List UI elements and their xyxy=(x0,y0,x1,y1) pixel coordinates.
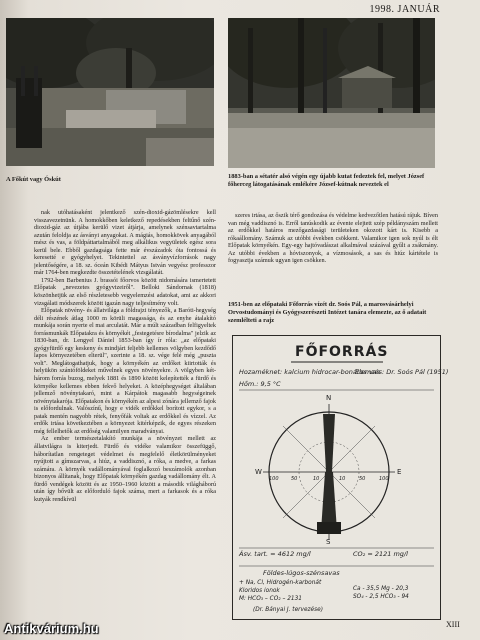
compass-w: W xyxy=(255,468,262,476)
board-ions-4: Ca - 35,5 Mg - 20,3 xyxy=(353,586,409,592)
paragraph: nak utóhatásaként jelentkező szén-dioxid-gázömlésekre kell visszavezetnünk. A homokkőben keletkező repedésekben feltűnő szén-dioxid-gáz az útjába kerülő vizet átjárja, amelynek szénsavtartalma azután feloldja az ásványi anyagokat. A mágiás, homokkövek anyagából mész és vas, a földpáttartalmából meg alkálikus vegyületek egész sora kerül bele. Ebből gazdagsága fette már évszázadok óta fontossá és keresetté e gyógyhelyet. Tekintettel az ásványvízforrások nagy jelentőségére, a 18. sz. óceán Kibédi Mátyus István vegyész professzor már 1764-ben megkezdte összetételének vizsgálatát. xyxy=(34,209,216,277)
board-ions-5: SO₄ - 2,5 HCO₃ - 94 xyxy=(353,594,409,600)
board-credit: (Dr. Bányai J. tervezése) xyxy=(253,607,323,613)
compass-s: S xyxy=(326,538,331,546)
board-ions-1: + Na, Cl, Hidrogén-karbonát xyxy=(239,580,322,586)
board-water-type: Földes-lúgos-szénsavas xyxy=(263,569,340,577)
paragraph: 1792-ben Barbenius J. brassói főorvos között nidomására ismertetett Előpatak „nevezetes gyógyvizeiről". Belloki Sándornak (1818) köszönhetjük az első részletesebb vegyelemzési adatokat, ami az akkori vizsgálati módszerek között igazán nagy teljesítmény volt. xyxy=(34,276,216,307)
scale-label: 100 xyxy=(269,476,279,482)
paragraph: Előpatak növény- és állatvilága a földrajzi tényezők, a Baróti-hegység déli részének átlag 1000 m körüli magassága, és az enyhe átalakító munkája során nyerte el mai arculatát. Már a múlt században felfigyeltek forrásmunkák Előpatakra és környékét „festegetésre bírodalma" jelzik az 1830-ban, dr. Lengyel Dániel 1853-ban így ír róla: „az előpataki gyógyfürdő egy keskeny és mindjárt feljebb kellemes völgyben kezdődő lapos környezetében elterül", szerinte a 18. sz. vége felé még „puszta volt". Meglátogathatjuk, hogy a környékén az erdőket kiirtották és helyükön szántóföldeket művelnek egyes növényekre. A völgyben két-három forrás buzog, melyek 1881 és 1890 között kelepítették a fürdő és környéke kellemes ebben fekvő helyeket. A középhegységet általában jellemző növénytakaró, mint a Kárpátok magasabb hegységeinek növénytakarója. Előpatakon és környékén az alpesi zónára jellemző fajok is előfordulnak. Valószínű, hogy e vidék erdőkkel borított egykor, s a patak mentén nagyobb rétek, fenyőfák voltak az erdőkkel és vízzel. Az erdők irtása következtében a környezet kitérképzik, de egyes részeken még fellelhetők az erdőség valamilyen maradványai. xyxy=(34,307,216,435)
watermark-logo: Antikvárium.hu xyxy=(4,621,99,636)
scale-label: 100 xyxy=(379,476,389,482)
photo-caption-left: A Főkút vagy Óskút xyxy=(6,176,61,183)
scale-label: 50 xyxy=(291,476,298,482)
page-number: XIII xyxy=(446,620,460,629)
board-co2: CO₂ = 2121 mg/l xyxy=(353,550,408,558)
spring-analysis-board xyxy=(232,335,449,620)
article-column-left xyxy=(34,209,216,629)
article-column-right xyxy=(228,212,438,302)
photo-caption-right: 1883-ban a sétatér alsó végén egy újabb kutat fedeztek fel, melyet József főherceg látogatásának emlékére József-kútnak neveztek el xyxy=(228,173,425,188)
photo-well xyxy=(6,18,214,166)
board-title: FŐFORRÁS xyxy=(295,344,389,360)
paragraph: szeres irtása, az őszik térő gondozása és védelme kedvezőtlen hatású rájuk. Bíven van még vaddisznó is. Erről tanúskodik az évente elejtett szép példányszám mellett az erdőkkel határos mezőgazdasági területeken okozott kárt is. Kisebb a rókaállomány. Számuk az utóbbi években csökkent. Valamikor igen sok nyúl is élt Előpatak környékén. Egy-egy hajtóvadászat alkalmával százával gyűlt a zsákmány. Az utóbbi években a hóviszonyok, a vízmosások, a sas és hiúz kártétele is fogyasztja számuk ugyan igen csökken. xyxy=(228,212,438,265)
board-ions-3: M: HCO₃ – CO₂ – 2131 xyxy=(239,596,302,602)
photo-park-pavilion xyxy=(228,18,435,168)
scale-label: 50 xyxy=(359,476,366,482)
board-ions-2: Kloridos ionok xyxy=(239,588,280,594)
issue-date: 1998. JANUÁR xyxy=(369,4,440,15)
scale-label: 10 xyxy=(313,476,320,482)
scale-label: 10 xyxy=(339,476,346,482)
compass-n: N xyxy=(326,394,332,402)
board-analyst: Elemzés: Dr. Soós Pál (1951) xyxy=(355,368,449,376)
board-total-minerals: Ásv. tart. = 4612 mg/l xyxy=(239,550,311,558)
board-temperature: Hőm.: 9,5 °C xyxy=(239,380,281,388)
paragraph: Az ember természetalakító munkája a növényzet mellett az állatvilágra is kiterjedt. Fürdő és vidéke valamikor összefüggő, háborítatlan rengeteget védelmet és megfelelő életkörülményeket nyújtott a gímszarvas, a hiúz, a vaddisznó, a róka, a medve, a farkas számára. A környék vadállományával foglalkozó beszámolók azonban bizonyos állítanak, hogy Előpatak környékén gazdag vadállomány élt. A fürdő vendégek között és az 1950–1960 között a második világháború után így bővült az előforduló fajok száma, mert a farkasok és a róka kutyák rendkívül xyxy=(34,435,216,503)
compass-e: E xyxy=(397,468,402,476)
diagram-caption: 1951-ben az előpataki Főforrás vízét dr. Soós Pál, a marosvásárhelyi Orvostudományi és Gyógyszerészeti Intézet tanára elemezte, az ő adatait szemlélteti a rajz xyxy=(228,301,427,324)
board-type: Hozaméknet: kalcium hidrocar-bonátos vas xyxy=(239,368,381,376)
